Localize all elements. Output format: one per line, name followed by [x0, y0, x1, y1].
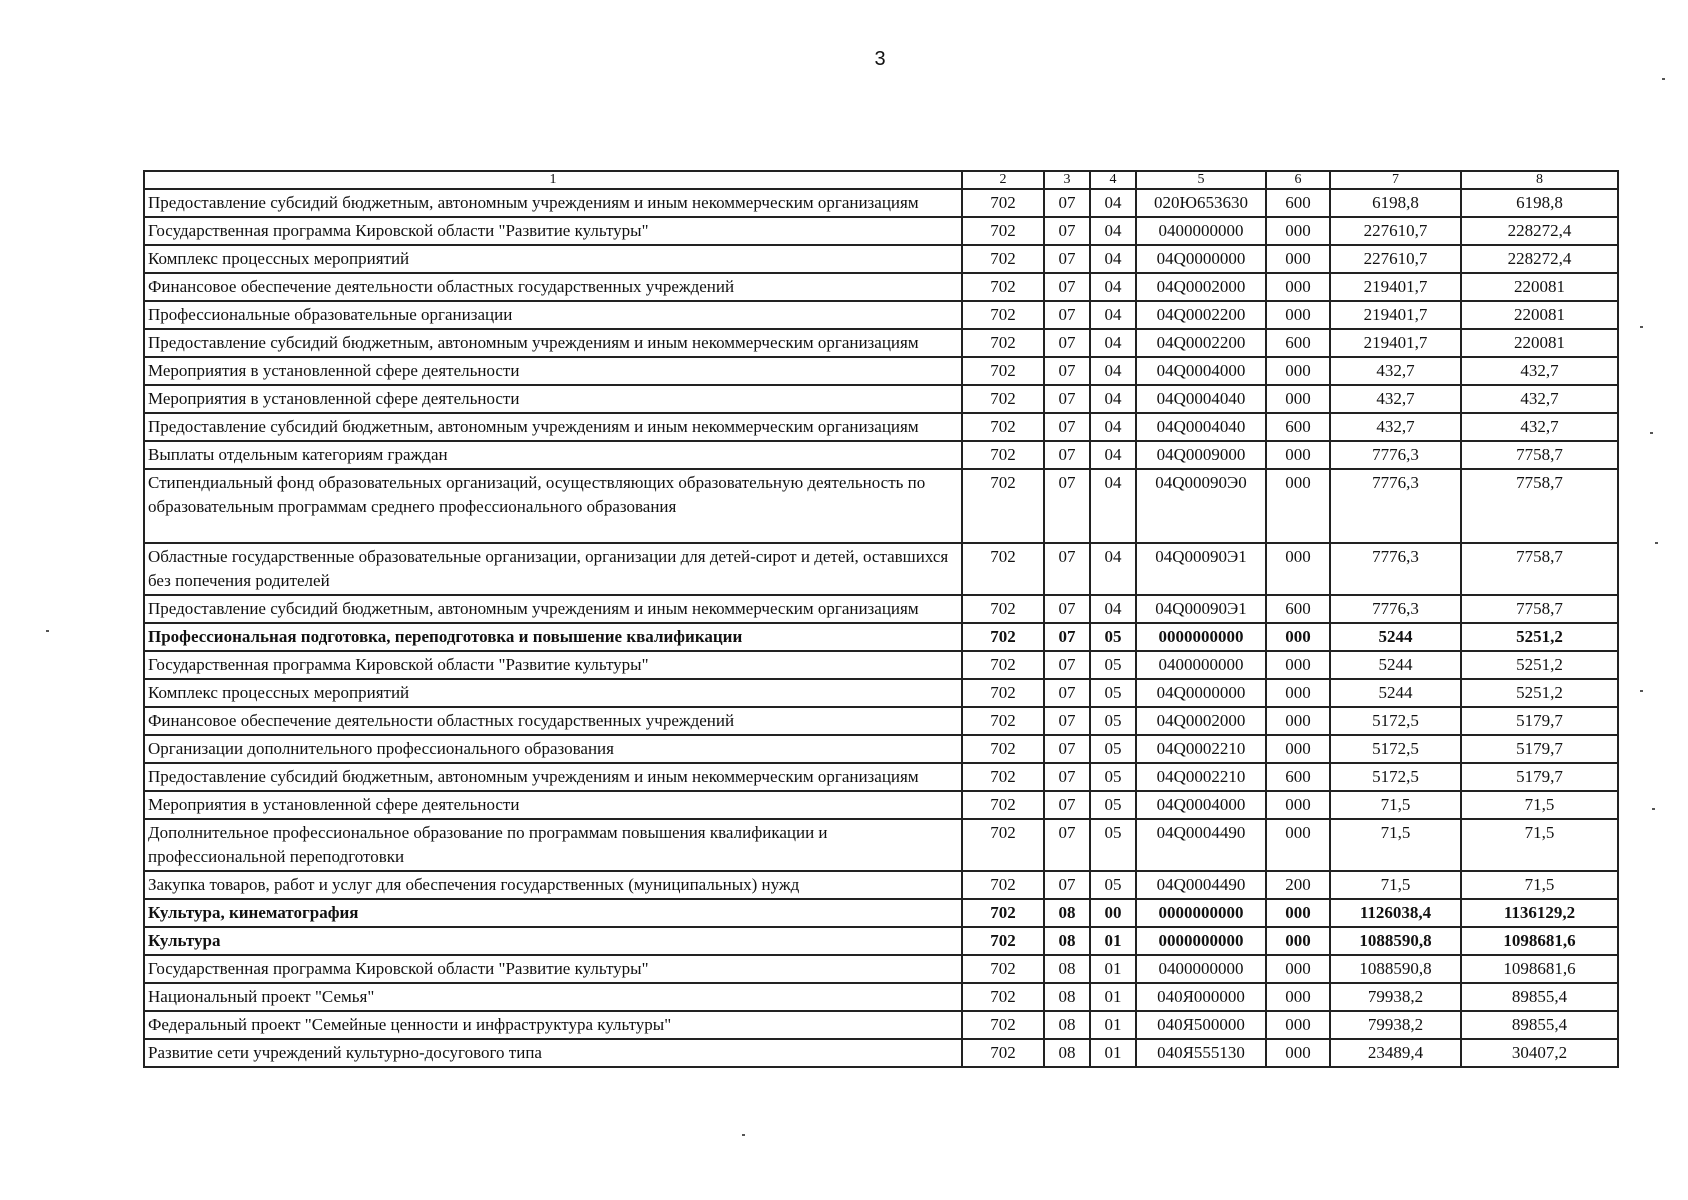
expense-type-cell: 000: [1266, 899, 1330, 927]
value-2026-cell: 432,7: [1461, 357, 1618, 385]
expense-type-cell: 000: [1266, 385, 1330, 413]
subsection-cell: 00: [1090, 899, 1136, 927]
value-2025-cell: 5244: [1330, 679, 1461, 707]
name-cell: Государственная программа Кировской области "Развитие культуры": [144, 651, 962, 679]
target-cell: 0400000000: [1136, 651, 1266, 679]
name-cell: Выплаты отдельным категориям граждан: [144, 441, 962, 469]
scan-speck: [1655, 542, 1658, 544]
subsection-cell: 05: [1090, 735, 1136, 763]
subsection-cell: 05: [1090, 707, 1136, 735]
section-cell: 07: [1044, 763, 1090, 791]
expense-type-cell: 000: [1266, 735, 1330, 763]
section-cell: 07: [1044, 217, 1090, 245]
chapter-cell: 702: [962, 651, 1044, 679]
target-cell: 04Q0002210: [1136, 763, 1266, 791]
value-2025-cell: 71,5: [1330, 819, 1461, 871]
target-cell: 040Я500000: [1136, 1011, 1266, 1039]
name-cell: Стипендиальный фонд образовательных организаций, осуществляющих образовательную деятельность по образовательным программам среднего профессионального образования: [144, 469, 962, 543]
table-row: [144, 983, 1618, 1011]
value-2026-cell: 5251,2: [1461, 623, 1618, 651]
subsection-cell: 01: [1090, 983, 1136, 1011]
section-cell: 08: [1044, 1039, 1090, 1067]
name-cell: Организации дополнительного профессионального образования: [144, 735, 962, 763]
chapter-cell: 702: [962, 707, 1044, 735]
target-cell: 04Q0002000: [1136, 273, 1266, 301]
name-cell: Финансовое обеспечение деятельности областных государственных учреждений: [144, 273, 962, 301]
subsection-cell: 04: [1090, 217, 1136, 245]
value-2026-cell: 6198,8: [1461, 189, 1618, 217]
value-2025-cell: 7776,3: [1330, 469, 1461, 543]
chapter-cell: 702: [962, 1039, 1044, 1067]
value-2025-cell: 1088590,8: [1330, 955, 1461, 983]
name-cell: Культура: [144, 927, 962, 955]
table-row: [144, 301, 1618, 329]
target-cell: 04Q0009000: [1136, 441, 1266, 469]
value-2026-cell: 71,5: [1461, 819, 1618, 871]
section-cell: 08: [1044, 955, 1090, 983]
value-2026-cell: 89855,4: [1461, 1011, 1618, 1039]
section-cell: 07: [1044, 441, 1090, 469]
section-cell: 07: [1044, 707, 1090, 735]
table-row: [144, 357, 1618, 385]
value-2026-cell: 71,5: [1461, 871, 1618, 899]
name-cell: Национальный проект "Семья": [144, 983, 962, 1011]
header-cell: 1: [144, 171, 962, 189]
section-cell: 07: [1044, 189, 1090, 217]
subsection-cell: 04: [1090, 189, 1136, 217]
target-cell: 04Q0002200: [1136, 301, 1266, 329]
value-2026-cell: 5179,7: [1461, 735, 1618, 763]
name-cell: Мероприятия в установленной сфере деятельности: [144, 385, 962, 413]
name-cell: Мероприятия в установленной сфере деятельности: [144, 357, 962, 385]
section-cell: 08: [1044, 899, 1090, 927]
subsection-cell: 05: [1090, 819, 1136, 871]
chapter-cell: 702: [962, 329, 1044, 357]
value-2026-cell: 7758,7: [1461, 469, 1618, 543]
chapter-cell: 702: [962, 385, 1044, 413]
subsection-cell: 05: [1090, 871, 1136, 899]
table-row: [144, 763, 1618, 791]
expense-type-cell: 000: [1266, 273, 1330, 301]
value-2026-cell: 220081: [1461, 329, 1618, 357]
value-2026-cell: 30407,2: [1461, 1039, 1618, 1067]
name-cell: Мероприятия в установленной сфере деятельности: [144, 791, 962, 819]
header-cell: 8: [1461, 171, 1618, 189]
value-2026-cell: 7758,7: [1461, 441, 1618, 469]
chapter-cell: 702: [962, 819, 1044, 871]
header-cell: 4: [1090, 171, 1136, 189]
subsection-cell: 05: [1090, 763, 1136, 791]
name-cell: Культура, кинематография: [144, 899, 962, 927]
expense-type-cell: 000: [1266, 469, 1330, 543]
chapter-cell: 702: [962, 899, 1044, 927]
table-row: [144, 1039, 1618, 1067]
chapter-cell: 702: [962, 735, 1044, 763]
table-row: [144, 441, 1618, 469]
target-cell: 0000000000: [1136, 899, 1266, 927]
expense-type-cell: 000: [1266, 791, 1330, 819]
section-cell: 07: [1044, 651, 1090, 679]
section-cell: 08: [1044, 983, 1090, 1011]
target-cell: 04Q0000000: [1136, 245, 1266, 273]
chapter-cell: 702: [962, 983, 1044, 1011]
target-cell: 04Q0004040: [1136, 385, 1266, 413]
value-2025-cell: 219401,7: [1330, 301, 1461, 329]
name-cell: Комплекс процессных мероприятий: [144, 679, 962, 707]
subsection-cell: 04: [1090, 301, 1136, 329]
chapter-cell: 702: [962, 469, 1044, 543]
table-row: [144, 273, 1618, 301]
name-cell: Предоставление субсидий бюджетным, автономным учреждениям и иным некоммерческим организациям: [144, 329, 962, 357]
value-2025-cell: 227610,7: [1330, 245, 1461, 273]
target-cell: 04Q00090Э0: [1136, 469, 1266, 543]
value-2025-cell: 5244: [1330, 651, 1461, 679]
name-cell: Государственная программа Кировской области "Развитие культуры": [144, 217, 962, 245]
expense-type-cell: 000: [1266, 1039, 1330, 1067]
chapter-cell: 702: [962, 871, 1044, 899]
expense-type-cell: 000: [1266, 651, 1330, 679]
subsection-cell: 04: [1090, 245, 1136, 273]
target-cell: 04Q0004490: [1136, 871, 1266, 899]
table-row: [144, 413, 1618, 441]
chapter-cell: 702: [962, 595, 1044, 623]
table-row: [144, 791, 1618, 819]
chapter-cell: 702: [962, 927, 1044, 955]
expense-type-cell: 600: [1266, 329, 1330, 357]
target-cell: 0000000000: [1136, 927, 1266, 955]
subsection-cell: 04: [1090, 357, 1136, 385]
target-cell: 04Q0002200: [1136, 329, 1266, 357]
expense-type-cell: 000: [1266, 623, 1330, 651]
value-2025-cell: 5172,5: [1330, 735, 1461, 763]
expense-type-cell: 600: [1266, 763, 1330, 791]
value-2026-cell: 5251,2: [1461, 651, 1618, 679]
header-cell: 7: [1330, 171, 1461, 189]
value-2026-cell: 71,5: [1461, 791, 1618, 819]
value-2026-cell: 5179,7: [1461, 763, 1618, 791]
section-cell: 07: [1044, 329, 1090, 357]
chapter-cell: 702: [962, 679, 1044, 707]
expense-type-cell: 000: [1266, 441, 1330, 469]
table-row: [144, 927, 1618, 955]
value-2026-cell: 1136129,2: [1461, 899, 1618, 927]
subsection-cell: 01: [1090, 927, 1136, 955]
header-cell: 3: [1044, 171, 1090, 189]
chapter-cell: 702: [962, 955, 1044, 983]
table-row: [144, 189, 1618, 217]
name-cell: Профессиональные образовательные организации: [144, 301, 962, 329]
chapter-cell: 702: [962, 357, 1044, 385]
value-2025-cell: 71,5: [1330, 871, 1461, 899]
section-cell: 07: [1044, 871, 1090, 899]
subsection-cell: 05: [1090, 679, 1136, 707]
value-2026-cell: 1098681,6: [1461, 955, 1618, 983]
section-cell: 07: [1044, 301, 1090, 329]
expense-type-cell: 000: [1266, 543, 1330, 595]
section-cell: 07: [1044, 543, 1090, 595]
value-2026-cell: 5251,2: [1461, 679, 1618, 707]
target-cell: 04Q0000000: [1136, 679, 1266, 707]
section-cell: 07: [1044, 273, 1090, 301]
section-cell: 07: [1044, 791, 1090, 819]
chapter-cell: 702: [962, 543, 1044, 595]
target-cell: 04Q0004040: [1136, 413, 1266, 441]
table-row: [144, 955, 1618, 983]
name-cell: Финансовое обеспечение деятельности областных государственных учреждений: [144, 707, 962, 735]
value-2025-cell: 219401,7: [1330, 329, 1461, 357]
chapter-cell: 702: [962, 301, 1044, 329]
table-row: [144, 871, 1618, 899]
value-2026-cell: 5179,7: [1461, 707, 1618, 735]
subsection-cell: 05: [1090, 791, 1136, 819]
subsection-cell: 01: [1090, 1011, 1136, 1039]
scan-speck: [742, 1134, 745, 1136]
value-2025-cell: 6198,8: [1330, 189, 1461, 217]
name-cell: Развитие сети учреждений культурно-досугового типа: [144, 1039, 962, 1067]
target-cell: 0400000000: [1136, 217, 1266, 245]
table-row: [144, 595, 1618, 623]
value-2025-cell: 432,7: [1330, 385, 1461, 413]
scan-speck: [1652, 808, 1655, 810]
table-row: [144, 245, 1618, 273]
expense-type-cell: 000: [1266, 357, 1330, 385]
target-cell: 0000000000: [1136, 623, 1266, 651]
target-cell: 040Я000000: [1136, 983, 1266, 1011]
section-cell: 08: [1044, 927, 1090, 955]
expense-type-cell: 000: [1266, 301, 1330, 329]
section-cell: 07: [1044, 413, 1090, 441]
section-cell: 07: [1044, 357, 1090, 385]
table-row: [144, 679, 1618, 707]
value-2025-cell: 432,7: [1330, 413, 1461, 441]
value-2025-cell: 23489,4: [1330, 1039, 1461, 1067]
value-2025-cell: 79938,2: [1330, 983, 1461, 1011]
expense-type-cell: 000: [1266, 955, 1330, 983]
target-cell: 04Q00090Э1: [1136, 543, 1266, 595]
expense-type-cell: 000: [1266, 819, 1330, 871]
value-2025-cell: 219401,7: [1330, 273, 1461, 301]
subsection-cell: 05: [1090, 651, 1136, 679]
table-row: [144, 707, 1618, 735]
section-cell: 07: [1044, 623, 1090, 651]
target-cell: 020Ю653630: [1136, 189, 1266, 217]
subsection-cell: 04: [1090, 595, 1136, 623]
value-2026-cell: 1098681,6: [1461, 927, 1618, 955]
name-cell: Предоставление субсидий бюджетным, автономным учреждениям и иным некоммерческим организациям: [144, 413, 962, 441]
name-cell: Комплекс процессных мероприятий: [144, 245, 962, 273]
chapter-cell: 702: [962, 623, 1044, 651]
target-cell: 04Q0004000: [1136, 791, 1266, 819]
expense-type-cell: 600: [1266, 595, 1330, 623]
value-2026-cell: 228272,4: [1461, 245, 1618, 273]
subsection-cell: 04: [1090, 413, 1136, 441]
subsection-cell: 04: [1090, 469, 1136, 543]
value-2025-cell: 1088590,8: [1330, 927, 1461, 955]
header-cell: 2: [962, 171, 1044, 189]
chapter-cell: 702: [962, 1011, 1044, 1039]
expense-type-cell: 000: [1266, 707, 1330, 735]
name-cell: Дополнительное профессиональное образование по программам повышения квалификации и профессиональной переподготовки: [144, 819, 962, 871]
value-2026-cell: 432,7: [1461, 385, 1618, 413]
value-2025-cell: 7776,3: [1330, 595, 1461, 623]
subsection-cell: 04: [1090, 543, 1136, 595]
chapter-cell: 702: [962, 763, 1044, 791]
expense-type-cell: 000: [1266, 983, 1330, 1011]
target-cell: 04Q0002000: [1136, 707, 1266, 735]
expense-type-cell: 600: [1266, 413, 1330, 441]
name-cell: Государственная программа Кировской области "Развитие культуры": [144, 955, 962, 983]
target-cell: 0400000000: [1136, 955, 1266, 983]
value-2025-cell: 5244: [1330, 623, 1461, 651]
value-2025-cell: 227610,7: [1330, 217, 1461, 245]
subsection-cell: 04: [1090, 441, 1136, 469]
chapter-cell: 702: [962, 217, 1044, 245]
subsection-cell: 04: [1090, 273, 1136, 301]
table-row: [144, 651, 1618, 679]
budget-table: [143, 170, 1619, 1068]
section-cell: 08: [1044, 1011, 1090, 1039]
subsection-cell: 01: [1090, 1039, 1136, 1067]
value-2025-cell: 71,5: [1330, 791, 1461, 819]
expense-type-cell: 000: [1266, 1011, 1330, 1039]
chapter-cell: 702: [962, 791, 1044, 819]
header-row: [144, 171, 1618, 189]
table-row: [144, 329, 1618, 357]
name-cell: Закупка товаров, работ и услуг для обеспечения государственных (муниципальных) нужд: [144, 871, 962, 899]
section-cell: 07: [1044, 245, 1090, 273]
section-cell: 07: [1044, 469, 1090, 543]
page-number: 3: [874, 48, 886, 70]
name-cell: Областные государственные образовательные организации, организации для детей-сирот и детей, оставшихся без попечения родителей: [144, 543, 962, 595]
name-cell: Предоставление субсидий бюджетным, автономным учреждениям и иным некоммерческим организациям: [144, 595, 962, 623]
value-2025-cell: 7776,3: [1330, 543, 1461, 595]
value-2025-cell: 5172,5: [1330, 763, 1461, 791]
table-row: [144, 385, 1618, 413]
table-row: [144, 1011, 1618, 1039]
scan-speck: [46, 630, 49, 632]
scan-speck: [1662, 78, 1665, 80]
table-row: [144, 469, 1618, 543]
name-cell: Предоставление субсидий бюджетным, автономным учреждениям и иным некоммерческим организациям: [144, 763, 962, 791]
subsection-cell: 05: [1090, 623, 1136, 651]
value-2026-cell: 228272,4: [1461, 217, 1618, 245]
target-cell: 040Я555130: [1136, 1039, 1266, 1067]
expense-type-cell: 000: [1266, 679, 1330, 707]
name-cell: Профессиональная подготовка, переподготовка и повышение квалификации: [144, 623, 962, 651]
target-cell: 04Q0004490: [1136, 819, 1266, 871]
subsection-cell: 04: [1090, 385, 1136, 413]
name-cell: Предоставление субсидий бюджетным, автономным учреждениям и иным некоммерческим организациям: [144, 189, 962, 217]
value-2025-cell: 432,7: [1330, 357, 1461, 385]
chapter-cell: 702: [962, 245, 1044, 273]
section-cell: 07: [1044, 385, 1090, 413]
expense-type-cell: 000: [1266, 217, 1330, 245]
value-2025-cell: 5172,5: [1330, 707, 1461, 735]
target-cell: 04Q0004000: [1136, 357, 1266, 385]
subsection-cell: 04: [1090, 329, 1136, 357]
table-row: [144, 217, 1618, 245]
chapter-cell: 702: [962, 273, 1044, 301]
expense-type-cell: 600: [1266, 189, 1330, 217]
scan-speck: [1640, 326, 1643, 328]
scan-speck: [1640, 690, 1643, 692]
value-2026-cell: 7758,7: [1461, 595, 1618, 623]
target-cell: 04Q00090Э1: [1136, 595, 1266, 623]
header-cell: 5: [1136, 171, 1266, 189]
section-cell: 07: [1044, 735, 1090, 763]
value-2025-cell: 1126038,4: [1330, 899, 1461, 927]
table-row: [144, 543, 1618, 595]
section-cell: 07: [1044, 679, 1090, 707]
value-2026-cell: 220081: [1461, 301, 1618, 329]
header-cell: 6: [1266, 171, 1330, 189]
value-2025-cell: 79938,2: [1330, 1011, 1461, 1039]
chapter-cell: 702: [962, 413, 1044, 441]
value-2026-cell: 432,7: [1461, 413, 1618, 441]
section-cell: 07: [1044, 595, 1090, 623]
value-2026-cell: 7758,7: [1461, 543, 1618, 595]
target-cell: 04Q0002210: [1136, 735, 1266, 763]
chapter-cell: 702: [962, 441, 1044, 469]
value-2026-cell: 89855,4: [1461, 983, 1618, 1011]
section-cell: 07: [1044, 819, 1090, 871]
scan-speck: [1650, 432, 1653, 434]
subsection-cell: 01: [1090, 955, 1136, 983]
chapter-cell: 702: [962, 189, 1044, 217]
table-row: [144, 899, 1618, 927]
value-2025-cell: 7776,3: [1330, 441, 1461, 469]
table-row: [144, 735, 1618, 763]
table-row: [144, 623, 1618, 651]
expense-type-cell: 000: [1266, 245, 1330, 273]
expense-type-cell: 200: [1266, 871, 1330, 899]
expense-type-cell: 000: [1266, 927, 1330, 955]
table-row: [144, 819, 1618, 871]
name-cell: Федеральный проект "Семейные ценности и инфраструктура культуры": [144, 1011, 962, 1039]
value-2026-cell: 220081: [1461, 273, 1618, 301]
